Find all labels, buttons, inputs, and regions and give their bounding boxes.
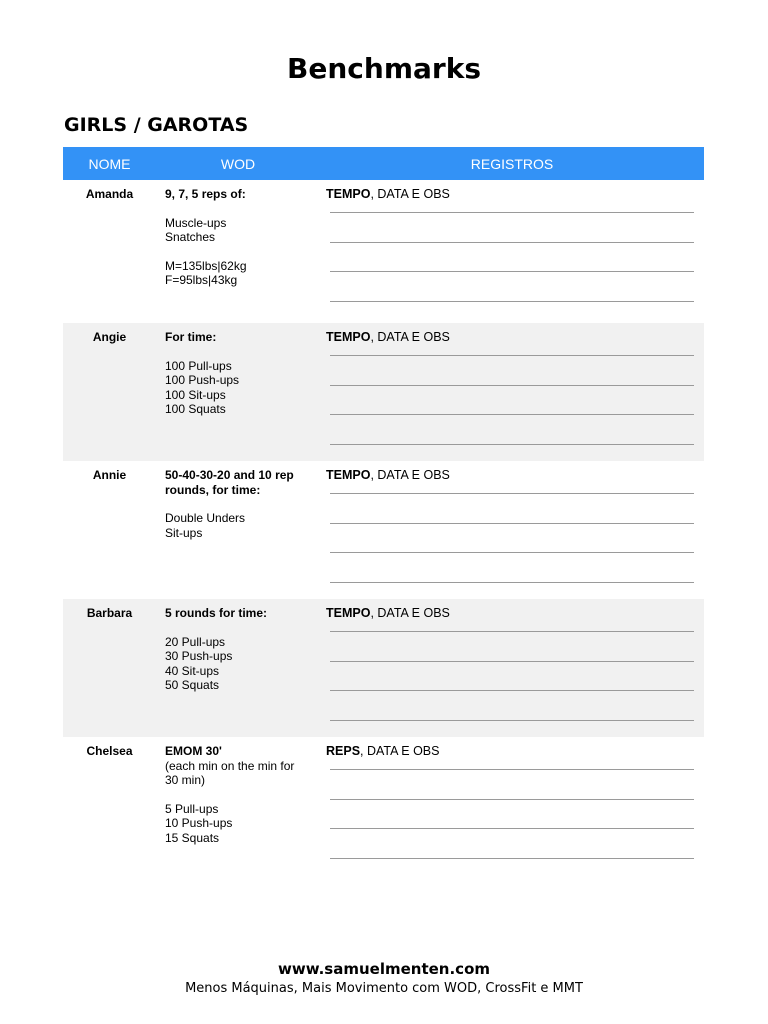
wod-heading: 5 rounds for time: (165, 606, 268, 620)
movement-line: Snatches (165, 230, 216, 245)
record-area (320, 468, 704, 599)
record-line[interactable] (330, 770, 694, 800)
record-line[interactable] (330, 356, 694, 386)
movement-line: F=95lbs|43kg (165, 273, 238, 288)
record-label (326, 330, 694, 344)
movement-line: Muscle-ups (165, 215, 227, 230)
wod-heading: 9, 7, 5 reps of: (165, 187, 246, 201)
record-key: TEMPO (326, 187, 371, 201)
record-area (320, 744, 704, 875)
workout-description (156, 187, 320, 323)
record-rest: , DATA E OBS (370, 468, 450, 482)
record-area (320, 330, 704, 461)
movement-line: 5 Pull-ups (165, 801, 219, 816)
workout-name: Barbara (86, 606, 133, 620)
record-line[interactable] (330, 494, 694, 524)
wod-block (165, 259, 320, 288)
table-header (63, 147, 704, 180)
movement-line: 20 Pull-ups (165, 634, 226, 649)
record-rest: , DATA E OBS (370, 606, 450, 620)
section-title: GIRLS / GAROTAS (64, 114, 249, 136)
table-row (63, 737, 704, 875)
record-line[interactable] (330, 201, 694, 213)
movement-line: 50 Squats (165, 678, 220, 693)
record-rest: , DATA E OBS (370, 187, 450, 201)
record-line[interactable] (330, 691, 694, 721)
wod-block (165, 359, 320, 417)
record-area (320, 606, 704, 737)
record-line[interactable] (330, 482, 694, 494)
record-line[interactable] (330, 386, 694, 416)
footer-site: www.samuelmenten.com (277, 960, 490, 978)
record-area (320, 187, 704, 323)
record-key: TEMPO (326, 330, 371, 344)
record-line[interactable] (330, 553, 694, 583)
table-row (63, 323, 704, 461)
record-line[interactable] (330, 758, 694, 770)
record-rest: , DATA E OBS (370, 330, 450, 344)
wod-subheading: 30 min) (165, 773, 206, 788)
movement-line: 100 Pull-ups (165, 358, 232, 373)
record-line[interactable] (330, 272, 694, 302)
record-line[interactable] (330, 243, 694, 273)
record-line[interactable] (330, 213, 694, 243)
record-line[interactable] (330, 344, 694, 356)
movement-line: 40 Sit-ups (165, 663, 220, 678)
table-row (63, 599, 704, 737)
wod-block (165, 216, 320, 245)
movement-line: Double Unders (165, 511, 246, 526)
workout-name: Amanda (85, 187, 134, 201)
workout-name: Annie (92, 468, 127, 482)
record-line[interactable] (330, 524, 694, 554)
header-registros: REGISTROS (470, 155, 554, 172)
footer (0, 960, 768, 996)
record-line[interactable] (330, 800, 694, 830)
table-row (63, 180, 704, 323)
wod-heading: For time: (165, 330, 217, 344)
workout-description (156, 744, 320, 875)
record-line[interactable] (330, 632, 694, 662)
record-key: TEMPO (326, 606, 371, 620)
movement-line: 100 Squats (165, 402, 226, 417)
workout-description (156, 468, 320, 599)
wod-subheading: (each min on the min for (165, 758, 295, 773)
record-line[interactable] (330, 415, 694, 445)
wod-heading: EMOM 30' (165, 744, 222, 758)
table-body (63, 180, 704, 875)
benchmarks-table (63, 147, 704, 875)
workout-name: Angie (92, 330, 127, 344)
record-line[interactable] (330, 662, 694, 692)
wod-heading: 50-40-30-20 and 10 rep (165, 468, 294, 482)
header-wod: WOD (220, 155, 256, 172)
wod-heading: rounds, for time: (165, 482, 261, 497)
page-title: Benchmarks (287, 52, 481, 85)
table-row (63, 461, 704, 599)
movement-line: 100 Sit-ups (165, 387, 226, 402)
record-rest: , DATA E OBS (360, 744, 440, 758)
movement-line: M=135lbs|62kg (165, 258, 247, 273)
movement-line: 10 Push-ups (165, 816, 233, 831)
record-label (326, 606, 694, 620)
header-nome: NOME (88, 155, 131, 172)
wod-block (165, 635, 320, 693)
record-label (326, 187, 694, 201)
record-line[interactable] (330, 620, 694, 632)
workout-description (156, 606, 320, 737)
movement-line: 15 Squats (165, 830, 220, 845)
wod-block (165, 802, 320, 846)
footer-tagline: Menos Máquinas, Mais Movimento com WOD, CrossFit e MMT (185, 981, 583, 996)
workout-description (156, 330, 320, 461)
record-key: REPS (326, 744, 361, 758)
movement-line: 100 Push-ups (165, 373, 240, 388)
record-line[interactable] (330, 829, 694, 859)
record-label (326, 744, 694, 758)
movement-line: Sit-ups (165, 525, 203, 540)
record-key: TEMPO (326, 468, 371, 482)
workout-name: Chelsea (86, 744, 133, 758)
wod-block (165, 511, 320, 540)
movement-line: 30 Push-ups (165, 649, 233, 664)
record-label (326, 468, 694, 482)
